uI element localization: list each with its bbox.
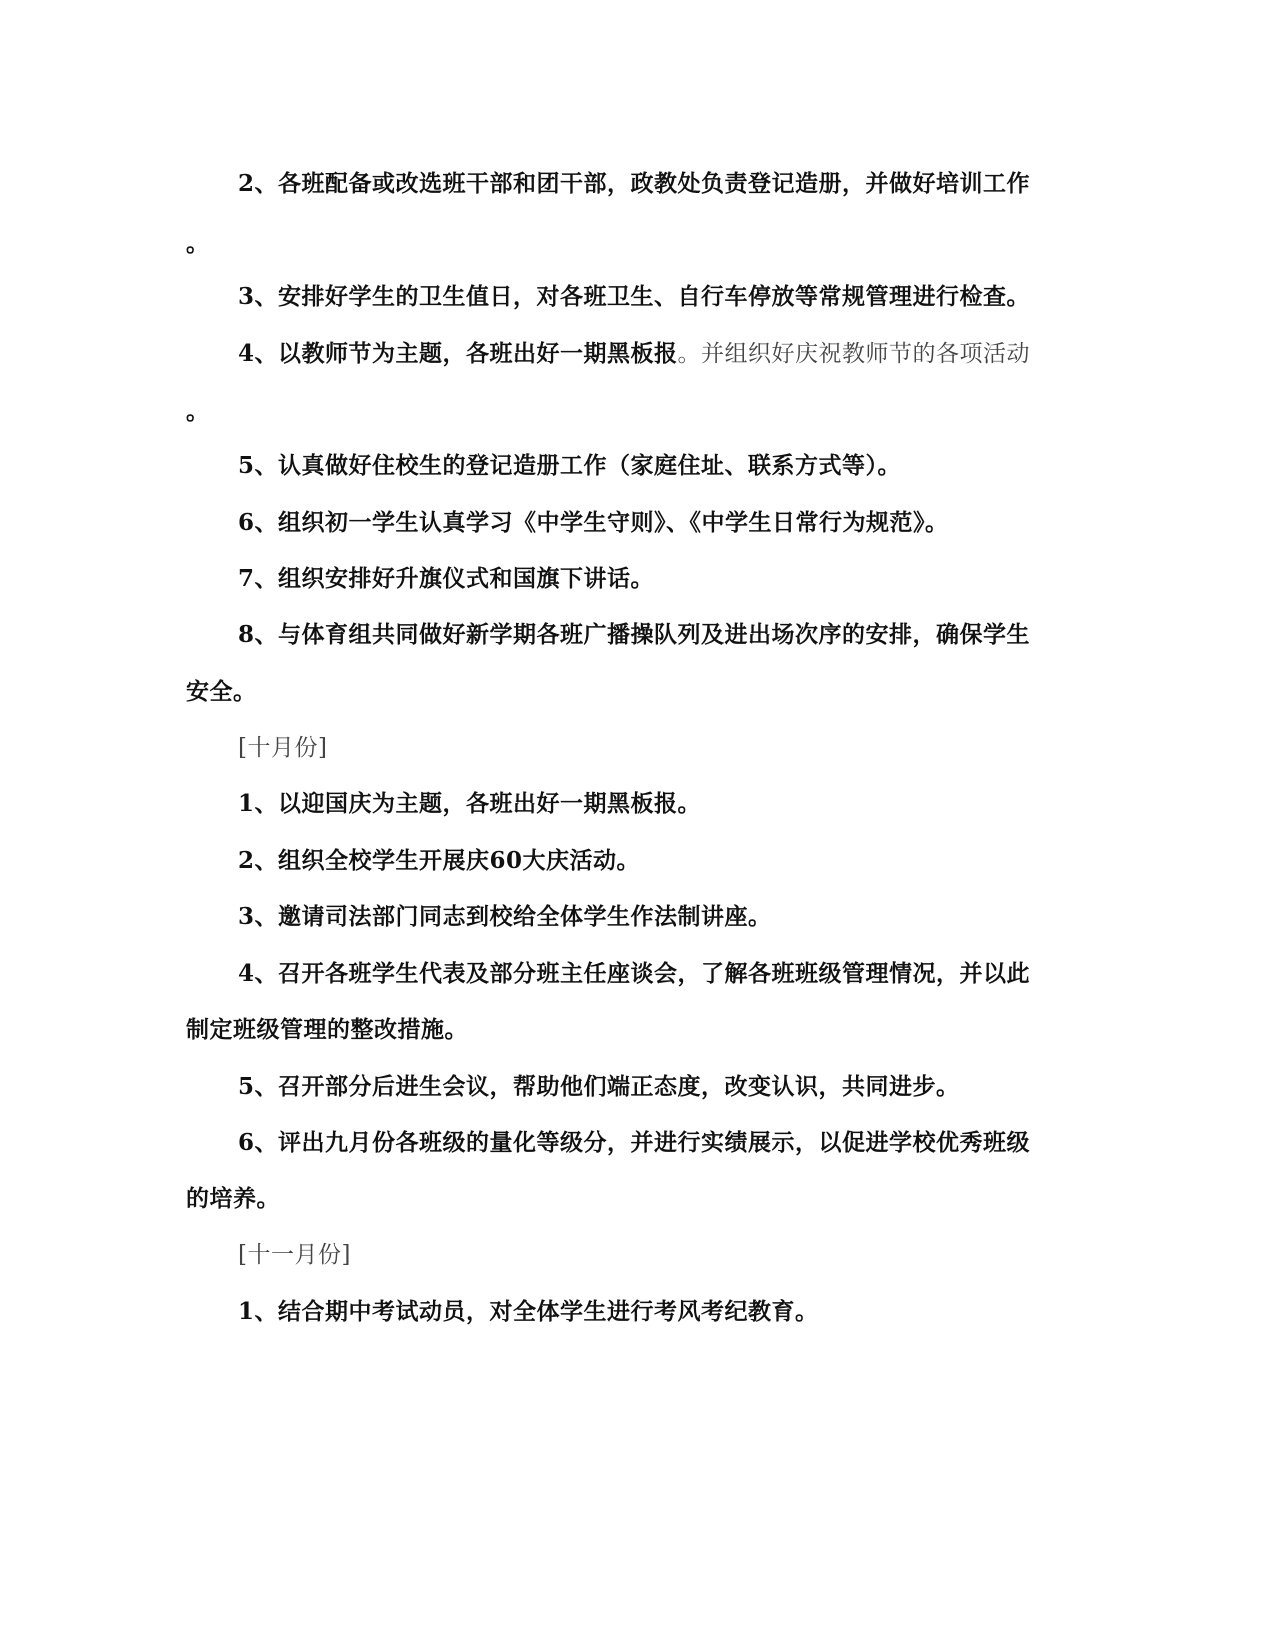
oct-item-5: 5、召开部分后进生会议，帮助他们端正态度，改变认识，共同进步。	[238, 1073, 960, 1100]
sep-item-4-light-text: 。并组织好庆祝教师节的各项活动	[677, 341, 1031, 367]
oct-item-4-line1: 4、召开各班学生代表及部分班主任座谈会，了解各班班级管理情况，并以此	[238, 960, 1031, 987]
oct-item-6-line1: 6、评出九月份各班级的量化等级分，并进行实绩展示，以促进学校优秀班级	[238, 1129, 1031, 1156]
oct-item-6-line2: 的培养。	[186, 1185, 280, 1212]
sep-item-6: 6、组织初一学生认真学习《中学生守则》、《中学生日常行为规范》。	[238, 509, 949, 536]
sep-item-8-line2: 安全。	[186, 678, 257, 705]
oct-item-2: 2、组织全校学生开展庆60大庆活动。	[238, 847, 641, 874]
sep-item-4-line1	[238, 339, 1030, 369]
sep-item-8-line1: 8、与体育组共同做好新学期各班广播操队列及进出场次序的安排，确保学生	[238, 621, 1031, 648]
october-heading: [十月份]	[238, 735, 328, 761]
sep-item-3: 3、安排好学生的卫生值日，对各班卫生、自行车停放等常规管理进行检查。	[238, 283, 1031, 310]
nov-item-1: 1、结合期中考试动员，对全体学生进行考风考纪教育。	[238, 1298, 819, 1325]
sep-item-7: 7、组织安排好升旗仪式和国旗下讲话。	[238, 565, 655, 592]
sep-item-4-bold-text: 4、以教师节为主题，各班出好一期黑板报	[238, 340, 678, 367]
sep-item-2-line1: 2、各班配备或改选班干部和团干部，政教处负责登记造册，并做好培训工作	[238, 170, 1031, 197]
sep-item-4-line2: 。	[186, 398, 210, 425]
oct-item-1: 1、以迎国庆为主题，各班出好一期黑板报。	[238, 790, 702, 817]
oct-item-3: 3、邀请司法部门同志到校给全体学生作法制讲座。	[238, 903, 772, 930]
november-heading: [十一月份]	[238, 1242, 351, 1268]
oct-item-4-line2: 制定班级管理的整改措施。	[186, 1016, 468, 1043]
sep-item-2-line2: 。	[186, 230, 210, 257]
sep-item-5: 5、认真做好住校生的登记造册工作（家庭住址、联系方式等）。	[238, 452, 902, 479]
